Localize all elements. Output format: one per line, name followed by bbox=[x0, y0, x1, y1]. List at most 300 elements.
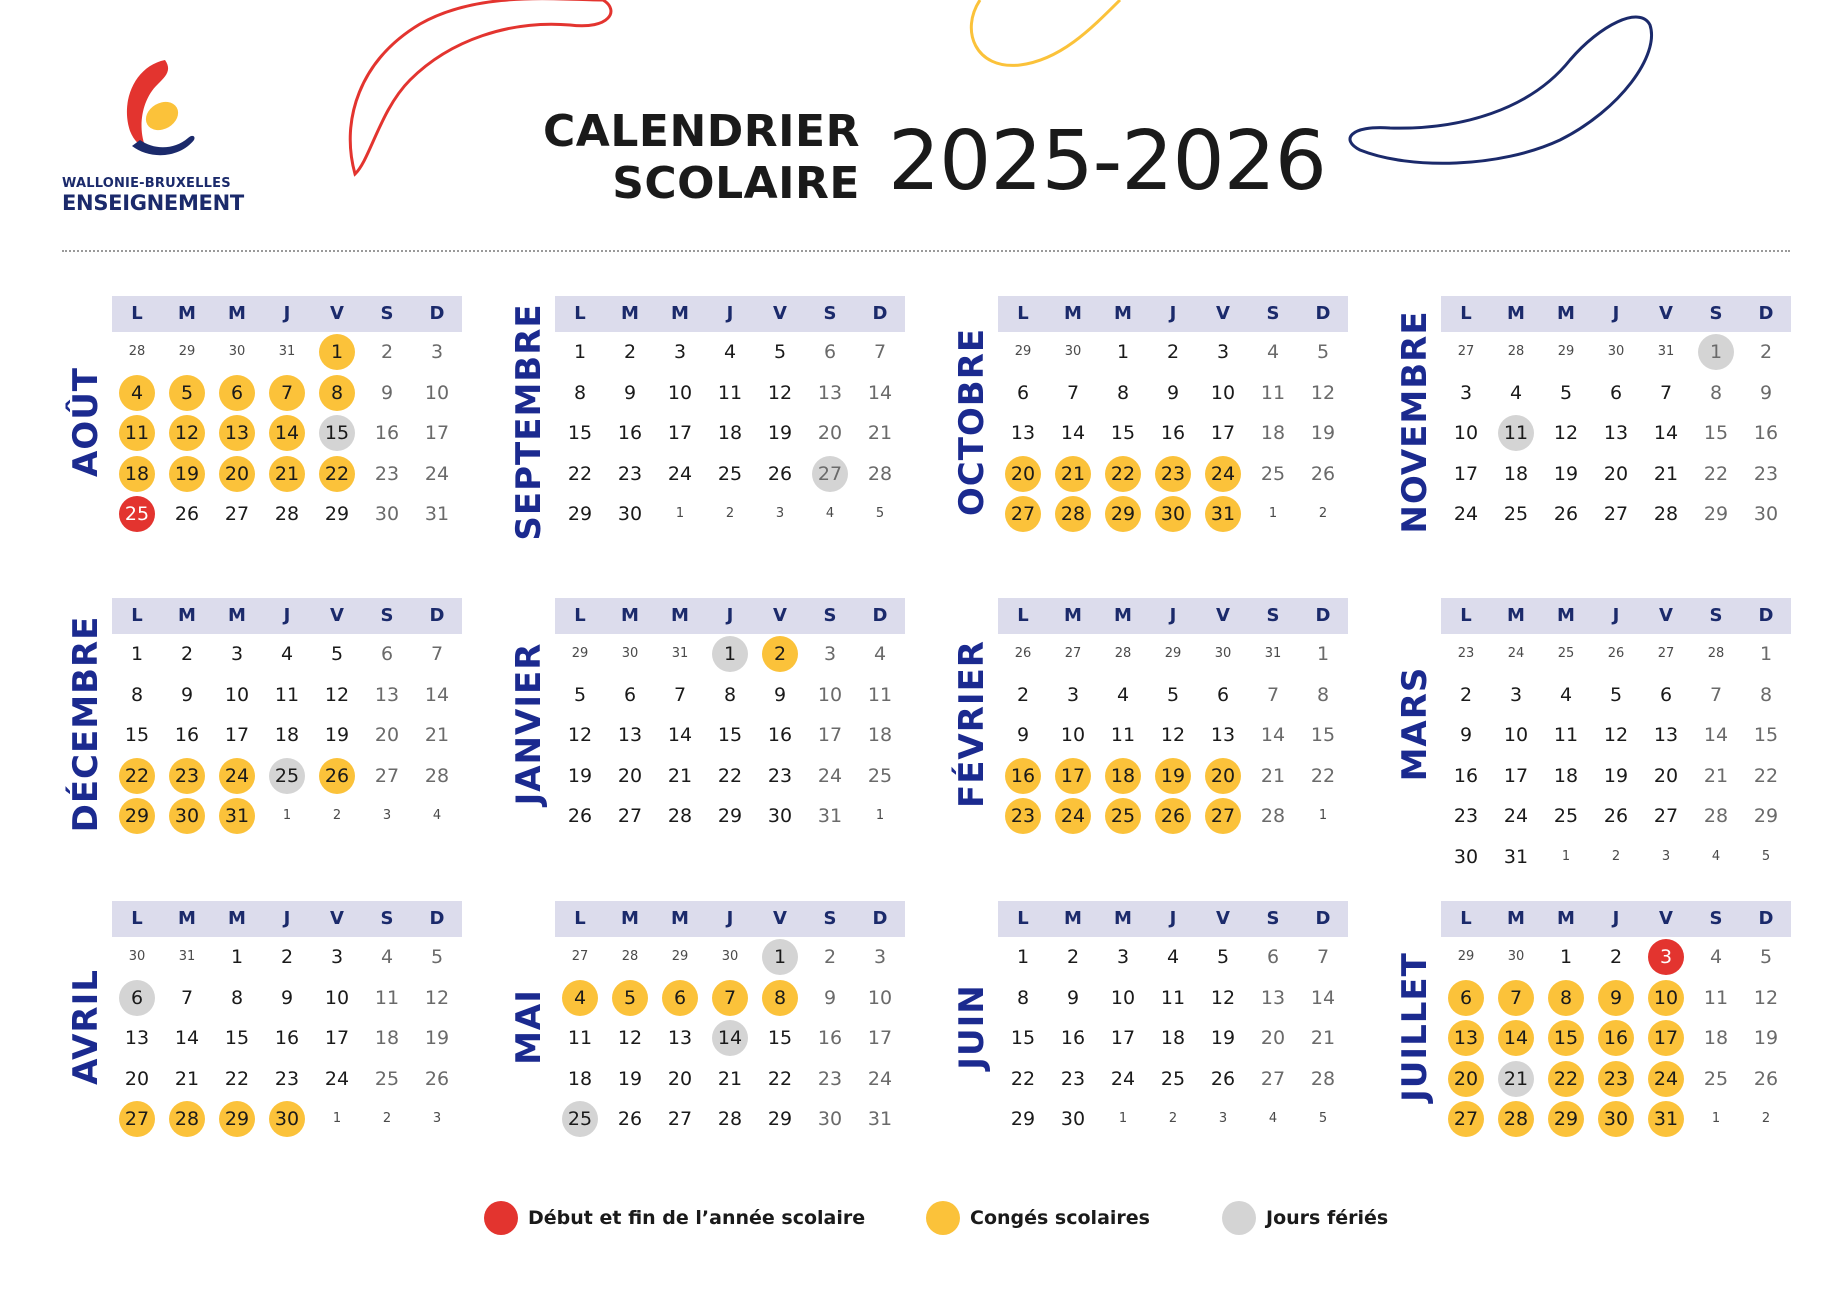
day-number: 28 bbox=[867, 462, 893, 485]
day-number: 3 bbox=[430, 341, 444, 364]
month-name-juillet: JUILLET bbox=[1395, 952, 1435, 1102]
day-cell bbox=[1098, 413, 1148, 454]
week-row bbox=[1441, 837, 1791, 878]
day-cell bbox=[1441, 796, 1491, 837]
day-number: 13 bbox=[219, 415, 255, 451]
day-number: 1 bbox=[762, 939, 798, 975]
day-number: 1 bbox=[282, 808, 292, 824]
day-number: 6 bbox=[1448, 980, 1484, 1016]
week-row bbox=[1441, 454, 1791, 495]
day-cell bbox=[1148, 332, 1198, 373]
day-number: 14 bbox=[269, 415, 305, 451]
day-cell bbox=[1148, 937, 1198, 978]
day-number: 17 bbox=[324, 1027, 350, 1050]
day-cell bbox=[262, 494, 312, 535]
day-number: 29 bbox=[1557, 344, 1575, 360]
weekday-header bbox=[555, 901, 905, 937]
day-cell bbox=[212, 634, 262, 675]
day-number: 15 bbox=[124, 724, 150, 747]
month-grid-fevrier bbox=[998, 598, 1348, 837]
day-cell bbox=[998, 978, 1048, 1019]
day-number: 14 bbox=[174, 1027, 200, 1050]
day-cell bbox=[412, 634, 462, 675]
month-grid-octobre bbox=[998, 296, 1348, 535]
day-number: 1 bbox=[1559, 946, 1573, 969]
day-cell bbox=[998, 937, 1048, 978]
day-number: 30 bbox=[269, 1101, 305, 1137]
week-row bbox=[998, 715, 1348, 756]
week-row bbox=[998, 796, 1348, 837]
day-number: 12 bbox=[1310, 381, 1336, 404]
day-number: 25 bbox=[374, 1067, 400, 1090]
day-number: 20 bbox=[667, 1067, 693, 1090]
day-cell-outside bbox=[605, 937, 655, 978]
day-cell bbox=[755, 1059, 805, 1100]
day-number: 2 bbox=[1166, 341, 1180, 364]
day-cell bbox=[605, 494, 655, 535]
day-cell bbox=[1591, 1018, 1641, 1059]
day-cell bbox=[655, 715, 705, 756]
week-row bbox=[1441, 796, 1791, 837]
day-cell bbox=[1691, 413, 1741, 454]
day-cell bbox=[1198, 796, 1248, 837]
day-cell bbox=[1741, 634, 1791, 675]
day-cell bbox=[362, 634, 412, 675]
title-line1: CALENDRIER bbox=[543, 106, 860, 157]
day-cell bbox=[412, 413, 462, 454]
day-cell bbox=[805, 715, 855, 756]
day-cell bbox=[1148, 454, 1198, 495]
day-number: 28 bbox=[1114, 646, 1132, 662]
day-cell bbox=[1148, 978, 1198, 1019]
day-number: 25 bbox=[1557, 646, 1575, 662]
legend-item bbox=[926, 1200, 1150, 1236]
day-number: 23 bbox=[767, 764, 793, 787]
day-cell bbox=[312, 756, 362, 797]
week-row bbox=[112, 715, 462, 756]
title-block bbox=[540, 106, 860, 210]
day-number: 13 bbox=[817, 381, 843, 404]
day-cell-outside bbox=[112, 937, 162, 978]
day-cell bbox=[212, 796, 262, 837]
day-cell bbox=[1248, 937, 1298, 978]
weekday-label: S bbox=[823, 303, 837, 324]
day-cell bbox=[1198, 373, 1248, 414]
day-cell bbox=[1298, 715, 1348, 756]
day-cell bbox=[112, 373, 162, 414]
day-number: 5 bbox=[612, 980, 648, 1016]
day-cell bbox=[1441, 413, 1491, 454]
day-cell bbox=[555, 1059, 605, 1100]
day-cell bbox=[112, 756, 162, 797]
day-cell bbox=[1148, 1059, 1198, 1100]
day-cell-outside bbox=[1591, 332, 1641, 373]
week-row bbox=[555, 675, 905, 716]
day-number: 14 bbox=[1310, 986, 1336, 1009]
day-cell bbox=[1641, 715, 1691, 756]
day-number: 12 bbox=[1603, 724, 1629, 747]
week-row bbox=[112, 413, 462, 454]
day-number: 21 bbox=[1055, 456, 1091, 492]
day-number: 16 bbox=[1160, 422, 1186, 445]
day-cell bbox=[162, 978, 212, 1019]
day-cell bbox=[1591, 494, 1641, 535]
day-number: 10 bbox=[1453, 422, 1479, 445]
weekday-label: M bbox=[621, 605, 639, 626]
day-cell bbox=[755, 332, 805, 373]
day-cell bbox=[1741, 494, 1791, 535]
day-cell bbox=[755, 756, 805, 797]
day-cell-outside bbox=[1691, 837, 1741, 878]
day-number: 21 bbox=[269, 456, 305, 492]
day-cell bbox=[555, 413, 605, 454]
day-cell bbox=[1048, 756, 1098, 797]
day-number: 3 bbox=[673, 341, 687, 364]
separator bbox=[62, 250, 1790, 252]
day-cell bbox=[312, 634, 362, 675]
day-number: 6 bbox=[823, 341, 837, 364]
day-number: 1 bbox=[675, 506, 685, 522]
day-number: 18 bbox=[1260, 422, 1286, 445]
day-number: 9 bbox=[1759, 381, 1773, 404]
day-number: 23 bbox=[374, 462, 400, 485]
day-number: 27 bbox=[617, 805, 643, 828]
day-number: 28 bbox=[1310, 1067, 1336, 1090]
day-number: 10 bbox=[1503, 724, 1529, 747]
day-number: 24 bbox=[1453, 503, 1479, 526]
day-cell bbox=[362, 413, 412, 454]
weekday-label: M bbox=[671, 908, 689, 929]
day-cell bbox=[755, 373, 805, 414]
day-number: 12 bbox=[424, 986, 450, 1009]
day-number: 28 bbox=[667, 805, 693, 828]
day-cell bbox=[1248, 1059, 1298, 1100]
weekday-header bbox=[1441, 296, 1791, 332]
day-number: 15 bbox=[1310, 724, 1336, 747]
day-cell bbox=[1048, 1018, 1098, 1059]
day-number: 28 bbox=[128, 344, 146, 360]
day-number: 2 bbox=[180, 643, 194, 666]
day-cell bbox=[605, 1018, 655, 1059]
day-cell-outside bbox=[362, 1099, 412, 1140]
weekday-label: L bbox=[574, 303, 586, 324]
day-number: 25 bbox=[1503, 503, 1529, 526]
day-number: 1 bbox=[1268, 506, 1278, 522]
day-cell-outside bbox=[998, 634, 1048, 675]
day-number: 21 bbox=[667, 764, 693, 787]
day-number: 4 bbox=[723, 341, 737, 364]
day-cell bbox=[112, 1059, 162, 1100]
day-number: 20 bbox=[1448, 1061, 1484, 1097]
day-cell bbox=[1298, 454, 1348, 495]
day-cell-outside bbox=[1098, 1099, 1148, 1140]
weekday-label: M bbox=[1064, 605, 1082, 626]
day-cell bbox=[112, 634, 162, 675]
day-cell bbox=[555, 454, 605, 495]
day-number: 15 bbox=[319, 415, 355, 451]
weekday-label: M bbox=[1114, 908, 1132, 929]
weekday-label: L bbox=[574, 605, 586, 626]
day-number: 16 bbox=[1005, 758, 1041, 794]
day-number: 25 bbox=[867, 764, 893, 787]
day-cell bbox=[1741, 796, 1791, 837]
day-cell bbox=[1591, 454, 1641, 495]
day-cell bbox=[412, 332, 462, 373]
day-cell bbox=[1048, 494, 1098, 535]
day-number: 18 bbox=[1703, 1027, 1729, 1050]
weekday-label: V bbox=[773, 908, 787, 929]
day-number: 31 bbox=[219, 798, 255, 834]
day-number: 20 bbox=[219, 456, 255, 492]
day-number: 2 bbox=[1016, 683, 1030, 706]
day-number: 16 bbox=[174, 724, 200, 747]
day-cell bbox=[1691, 454, 1741, 495]
legend-label: Congés scolaires bbox=[970, 1207, 1150, 1229]
day-cell bbox=[1098, 675, 1148, 716]
day-cell bbox=[805, 634, 855, 675]
day-cell bbox=[1048, 796, 1098, 837]
day-cell bbox=[112, 675, 162, 716]
week-row bbox=[1441, 332, 1791, 373]
day-number: 20 bbox=[1603, 462, 1629, 485]
day-cell bbox=[1098, 978, 1148, 1019]
day-number: 13 bbox=[374, 683, 400, 706]
day-cell bbox=[1591, 1059, 1641, 1100]
day-cell bbox=[555, 756, 605, 797]
day-number: 11 bbox=[274, 683, 300, 706]
day-cell-outside bbox=[1298, 796, 1348, 837]
day-number: 19 bbox=[169, 456, 205, 492]
day-cell-outside bbox=[605, 634, 655, 675]
day-number: 5 bbox=[573, 683, 587, 706]
month-grid-septembre bbox=[555, 296, 905, 535]
day-cell bbox=[1641, 373, 1691, 414]
weekday-label: V bbox=[1216, 908, 1230, 929]
day-cell bbox=[1441, 715, 1491, 756]
day-number: 31 bbox=[278, 344, 296, 360]
day-number: 16 bbox=[617, 422, 643, 445]
weekday-label: V bbox=[330, 605, 344, 626]
day-cell-outside bbox=[998, 332, 1048, 373]
day-cell bbox=[262, 413, 312, 454]
day-number: 30 bbox=[617, 503, 643, 526]
day-number: 28 bbox=[1653, 503, 1679, 526]
day-cell-outside bbox=[655, 937, 705, 978]
day-cell bbox=[705, 373, 755, 414]
day-cell bbox=[212, 494, 262, 535]
weekday-label: M bbox=[621, 908, 639, 929]
day-number: 22 bbox=[224, 1067, 250, 1090]
day-cell-outside bbox=[1491, 937, 1541, 978]
day-cell bbox=[998, 1018, 1048, 1059]
weekday-label: V bbox=[1659, 303, 1673, 324]
day-number: 4 bbox=[1559, 683, 1573, 706]
weekday-label: J bbox=[726, 303, 734, 324]
week-row bbox=[1441, 494, 1791, 535]
day-cell bbox=[805, 454, 855, 495]
weekday-label: D bbox=[1758, 605, 1774, 626]
day-cell bbox=[312, 978, 362, 1019]
day-number: 23 bbox=[817, 1067, 843, 1090]
day-cell bbox=[1641, 978, 1691, 1019]
day-number: 15 bbox=[767, 1027, 793, 1050]
day-number: 29 bbox=[1703, 503, 1729, 526]
weekday-header bbox=[112, 901, 462, 937]
day-cell bbox=[705, 675, 755, 716]
day-number: 14 bbox=[1260, 724, 1286, 747]
day-cell bbox=[262, 1059, 312, 1100]
weekday-header bbox=[1441, 901, 1791, 937]
day-number: 29 bbox=[1010, 1108, 1036, 1131]
day-number: 8 bbox=[1316, 683, 1330, 706]
day-number: 10 bbox=[1060, 724, 1086, 747]
day-number: 29 bbox=[1105, 496, 1141, 532]
day-number: 8 bbox=[1016, 986, 1030, 1009]
day-cell bbox=[362, 675, 412, 716]
day-cell bbox=[1048, 978, 1098, 1019]
day-number: 10 bbox=[867, 986, 893, 1009]
day-cell bbox=[312, 413, 362, 454]
day-cell bbox=[212, 937, 262, 978]
day-cell-outside bbox=[1491, 634, 1541, 675]
weekday-label: M bbox=[228, 303, 246, 324]
week-row bbox=[1441, 1018, 1791, 1059]
day-cell bbox=[605, 332, 655, 373]
month-name-mars: MARS bbox=[1395, 666, 1435, 782]
day-number: 27 bbox=[1260, 1067, 1286, 1090]
weekday-label: V bbox=[330, 303, 344, 324]
day-cell bbox=[555, 796, 605, 837]
day-number: 1 bbox=[1116, 341, 1130, 364]
day-cell bbox=[1741, 1059, 1791, 1100]
day-cell bbox=[1541, 796, 1591, 837]
day-number: 22 bbox=[319, 456, 355, 492]
weekday-label: L bbox=[131, 908, 143, 929]
day-number: 28 bbox=[1498, 1101, 1534, 1137]
week-row bbox=[998, 634, 1348, 675]
day-cell bbox=[312, 675, 362, 716]
day-number: 4 bbox=[432, 808, 442, 824]
day-number: 31 bbox=[1657, 344, 1675, 360]
weekday-header bbox=[555, 296, 905, 332]
day-cell bbox=[855, 1018, 905, 1059]
day-number: 2 bbox=[1761, 1111, 1771, 1127]
day-number: 30 bbox=[721, 949, 739, 965]
day-cell bbox=[312, 1059, 362, 1100]
week-row bbox=[112, 634, 462, 675]
day-cell bbox=[555, 675, 605, 716]
day-number: 31 bbox=[671, 646, 689, 662]
day-number: 28 bbox=[1260, 805, 1286, 828]
day-cell bbox=[1691, 715, 1741, 756]
day-number: 22 bbox=[717, 764, 743, 787]
day-cell bbox=[212, 413, 262, 454]
day-cell bbox=[1298, 1059, 1348, 1100]
week-row bbox=[998, 332, 1348, 373]
week-row bbox=[112, 1018, 462, 1059]
day-cell bbox=[1048, 373, 1098, 414]
day-cell bbox=[1441, 373, 1491, 414]
day-cell-outside bbox=[1198, 634, 1248, 675]
weekday-label: S bbox=[1709, 908, 1723, 929]
day-number: 29 bbox=[219, 1101, 255, 1137]
day-cell bbox=[1541, 937, 1591, 978]
day-cell bbox=[1298, 413, 1348, 454]
day-cell-outside bbox=[1441, 634, 1491, 675]
day-cell bbox=[1098, 715, 1148, 756]
day-cell bbox=[998, 413, 1048, 454]
day-cell bbox=[1098, 1059, 1148, 1100]
day-number: 21 bbox=[1703, 764, 1729, 787]
week-row bbox=[998, 675, 1348, 716]
day-cell bbox=[312, 715, 362, 756]
day-number: 1 bbox=[875, 808, 885, 824]
day-number: 17 bbox=[424, 422, 450, 445]
weekday-label: M bbox=[178, 303, 196, 324]
day-number: 9 bbox=[380, 381, 394, 404]
weekday-label: J bbox=[283, 605, 291, 626]
day-number: 9 bbox=[1459, 724, 1473, 747]
day-cell bbox=[1741, 756, 1791, 797]
week-row bbox=[1441, 756, 1791, 797]
day-cell bbox=[212, 1059, 262, 1100]
day-number: 8 bbox=[1116, 381, 1130, 404]
day-cell bbox=[212, 978, 262, 1019]
day-cell bbox=[605, 756, 655, 797]
logo-line1: WALLONIE-BRUXELLES bbox=[62, 176, 231, 191]
day-cell bbox=[805, 675, 855, 716]
week-row bbox=[555, 373, 905, 414]
day-number: 30 bbox=[1214, 646, 1232, 662]
day-number: 19 bbox=[1155, 758, 1191, 794]
day-cell bbox=[362, 715, 412, 756]
day-number: 17 bbox=[1648, 1020, 1684, 1056]
weekday-label: M bbox=[178, 908, 196, 929]
day-number: 24 bbox=[219, 758, 255, 794]
day-cell bbox=[805, 373, 855, 414]
day-number: 18 bbox=[1160, 1027, 1186, 1050]
day-cell bbox=[1691, 373, 1741, 414]
day-number: 14 bbox=[1498, 1020, 1534, 1056]
day-number: 8 bbox=[1709, 381, 1723, 404]
day-number: 29 bbox=[1164, 646, 1182, 662]
day-number: 30 bbox=[1060, 1108, 1086, 1131]
week-row bbox=[998, 1099, 1348, 1140]
day-cell bbox=[655, 413, 705, 454]
day-number: 24 bbox=[1507, 646, 1525, 662]
day-cell bbox=[1198, 756, 1248, 797]
day-cell bbox=[705, 1099, 755, 1140]
day-cell bbox=[655, 373, 705, 414]
day-number: 12 bbox=[617, 1027, 643, 1050]
day-cell bbox=[1148, 1018, 1198, 1059]
day-cell-outside bbox=[1691, 634, 1741, 675]
day-cell bbox=[755, 978, 805, 1019]
weekday-label: V bbox=[1216, 303, 1230, 324]
day-cell bbox=[805, 978, 855, 1019]
day-number: 7 bbox=[1316, 946, 1330, 969]
day-number: 26 bbox=[1210, 1067, 1236, 1090]
day-number: 18 bbox=[1105, 758, 1141, 794]
day-cell bbox=[1098, 494, 1148, 535]
day-cell bbox=[1741, 1018, 1791, 1059]
day-cell bbox=[162, 675, 212, 716]
day-cell bbox=[1441, 675, 1491, 716]
day-cell bbox=[1298, 675, 1348, 716]
day-number: 27 bbox=[1457, 344, 1475, 360]
day-cell-outside bbox=[1298, 494, 1348, 535]
day-number: 11 bbox=[1260, 381, 1286, 404]
